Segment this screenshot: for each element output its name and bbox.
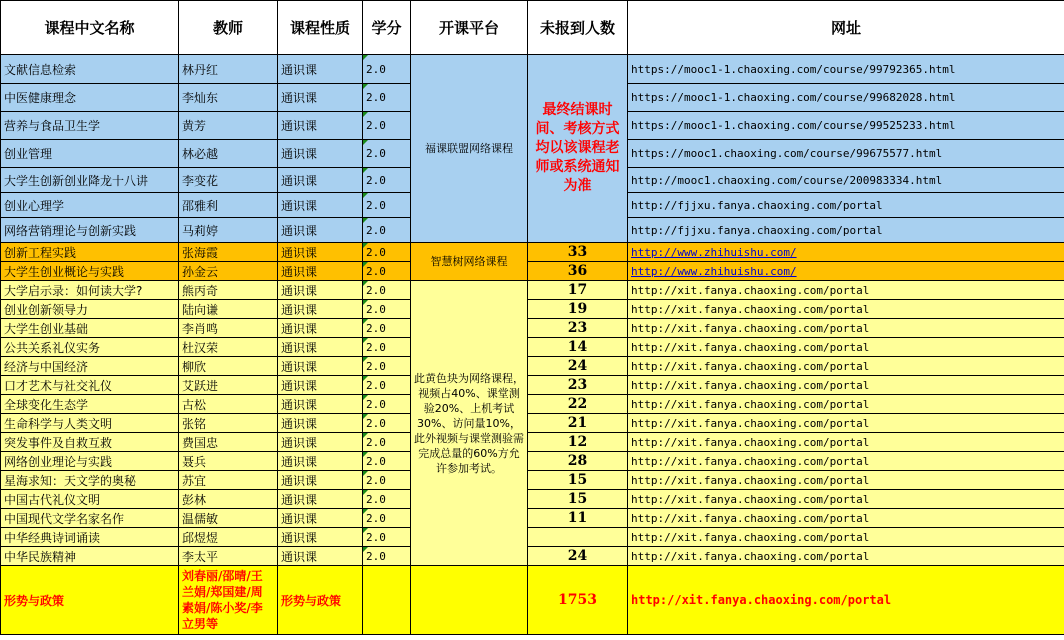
course-name-cell: 全球变化生态学 bbox=[1, 395, 179, 414]
course-name-cell: 创业创新领导力 bbox=[1, 300, 179, 319]
teacher-cell: 张铭 bbox=[179, 414, 278, 433]
header-course-name: 课程中文名称 bbox=[1, 1, 179, 55]
course-name-cell: 中医健康理念 bbox=[1, 84, 179, 112]
course-nature-cell: 通识课 bbox=[278, 395, 363, 414]
course-nature-cell: 通识课 bbox=[278, 140, 363, 168]
platform-cell-blue: 福课联盟网络课程 bbox=[411, 55, 528, 243]
course-name-cell: 文献信息检索 bbox=[1, 55, 179, 84]
course-nature-cell: 通识课 bbox=[278, 168, 363, 193]
notice-cell bbox=[528, 55, 628, 243]
table-row bbox=[1, 490, 1064, 509]
course-name-cell: 星海求知：天文学的奥秘 bbox=[1, 471, 179, 490]
course-nature-cell: 通识课 bbox=[278, 547, 363, 566]
course-nature-cell: 通识课 bbox=[278, 281, 363, 300]
table-row bbox=[1, 433, 1064, 452]
table-row bbox=[1, 262, 1064, 281]
credit-cell: 2.0 bbox=[363, 357, 411, 376]
url-cell[interactable]: http://xit.fanya.chaoxing.com/portal bbox=[628, 528, 1064, 547]
unregistered-count-cell: 24 bbox=[528, 547, 628, 566]
teacher-cell: 马莉婷 bbox=[179, 218, 278, 243]
unregistered-count-cell bbox=[528, 528, 628, 547]
course-name-cell: 网络营销理论与创新实践 bbox=[1, 218, 179, 243]
course-nature-cell: 通识课 bbox=[278, 300, 363, 319]
course-nature-cell: 通识课 bbox=[278, 262, 363, 281]
table-row bbox=[1, 319, 1064, 338]
course-nature-cell: 通识课 bbox=[278, 490, 363, 509]
course-name-cell: 创业管理 bbox=[1, 140, 179, 168]
teacher-cell: 熊丙奇 bbox=[179, 281, 278, 300]
table-row bbox=[1, 243, 1064, 262]
teacher-cell: 柳欣 bbox=[179, 357, 278, 376]
course-nature-cell: 通识课 bbox=[278, 357, 363, 376]
table-row bbox=[1, 376, 1064, 395]
unregistered-count-cell: 28 bbox=[528, 452, 628, 471]
table-row bbox=[1, 547, 1064, 566]
credit-cell: 2.0 bbox=[363, 262, 411, 281]
course-nature-cell: 通识课 bbox=[278, 218, 363, 243]
credit-cell: 2.0 bbox=[363, 319, 411, 338]
unregistered-count-cell: 19 bbox=[528, 300, 628, 319]
course-name-cell: 大学生创业基础 bbox=[1, 319, 179, 338]
url-cell[interactable]: http://xit.fanya.chaoxing.com/portal bbox=[628, 281, 1064, 300]
url-cell[interactable]: http://xit.fanya.chaoxing.com/portal bbox=[628, 547, 1064, 566]
teacher-cell: 李灿东 bbox=[179, 84, 278, 112]
url-cell[interactable]: http://xit.fanya.chaoxing.com/portal bbox=[628, 338, 1064, 357]
table-row bbox=[1, 395, 1064, 414]
course-nature-cell: 通识课 bbox=[278, 414, 363, 433]
course-name-cell: 大学生创新创业降龙十八讲 bbox=[1, 168, 179, 193]
teacher-cell: 陆向谦 bbox=[179, 300, 278, 319]
credit-cell: 2.0 bbox=[363, 112, 411, 140]
url-cell[interactable]: http://fjjxu.fanya.chaoxing.com/portal bbox=[628, 193, 1064, 218]
unregistered-count-cell: 24 bbox=[528, 357, 628, 376]
course-name-cell: 创业心理学 bbox=[1, 193, 179, 218]
url-cell[interactable]: http://xit.fanya.chaoxing.com/portal bbox=[628, 414, 1064, 433]
header-credit: 学分 bbox=[363, 1, 411, 55]
table-row-policy bbox=[1, 566, 1064, 635]
teacher-cell: 林丹红 bbox=[179, 55, 278, 84]
credit-cell: 2.0 bbox=[363, 218, 411, 243]
table-row bbox=[1, 357, 1064, 376]
notice-text: 最终结课时间、考核方式均以该课程老师或系统通知为准 bbox=[535, 102, 620, 194]
unregistered-count-cell: 23 bbox=[528, 319, 628, 338]
course-nature-cell: 通识课 bbox=[278, 338, 363, 357]
teacher-cell: 费国忠 bbox=[179, 433, 278, 452]
course-nature-cell: 通识课 bbox=[278, 376, 363, 395]
header-url: 网址 bbox=[628, 1, 1064, 55]
credit-cell: 2.0 bbox=[363, 84, 411, 112]
url-cell[interactable]: http://xit.fanya.chaoxing.com/portal bbox=[628, 471, 1064, 490]
teacher-cell: 杜汉荣 bbox=[179, 338, 278, 357]
url-cell[interactable]: http://xit.fanya.chaoxing.com/portal bbox=[628, 433, 1064, 452]
course-nature-cell: 形势与政策 bbox=[278, 566, 363, 635]
teacher-cell: 邱煜煜 bbox=[179, 528, 278, 547]
credit-cell: 2.0 bbox=[363, 281, 411, 300]
credit-cell: 2.0 bbox=[363, 193, 411, 218]
header-platform: 开课平台 bbox=[411, 1, 528, 55]
credit-cell: 2.0 bbox=[363, 168, 411, 193]
unregistered-count-cell: 22 bbox=[528, 395, 628, 414]
table-row bbox=[1, 281, 1064, 300]
course-name-cell: 经济与中国经济 bbox=[1, 357, 179, 376]
credit-cell: 2.0 bbox=[363, 509, 411, 528]
teacher-cell: 张海霞 bbox=[179, 243, 278, 262]
url-cell[interactable]: http://xit.fanya.chaoxing.com/portal bbox=[628, 509, 1064, 528]
course-nature-cell: 通识课 bbox=[278, 193, 363, 218]
credit-cell: 2.0 bbox=[363, 547, 411, 566]
course-nature-cell: 通识课 bbox=[278, 471, 363, 490]
url-cell[interactable]: https://mooc1-1.chaoxing.com/course/99525233.html bbox=[628, 112, 1064, 140]
course-name-cell: 大学生创业概论与实践 bbox=[1, 262, 179, 281]
teacher-cell: 艾跃进 bbox=[179, 376, 278, 395]
url-cell[interactable]: https://mooc1.chaoxing.com/course/99675577.html bbox=[628, 140, 1064, 168]
course-nature-cell: 通识课 bbox=[278, 319, 363, 338]
unregistered-count-cell: 14 bbox=[528, 338, 628, 357]
table-row bbox=[1, 452, 1064, 471]
unregistered-count-cell: 23 bbox=[528, 376, 628, 395]
unregistered-count-cell: 17 bbox=[528, 281, 628, 300]
teacher-cell: 孙金云 bbox=[179, 262, 278, 281]
url-cell[interactable]: http://xit.fanya.chaoxing.com/portal bbox=[628, 319, 1064, 338]
url-cell[interactable]: http://xit.fanya.chaoxing.com/portal bbox=[628, 395, 1064, 414]
header-row bbox=[1, 1, 1064, 55]
url-link[interactable]: http://www.zhihuishu.com/ bbox=[631, 264, 797, 278]
teacher-cell: 古松 bbox=[179, 395, 278, 414]
table-row bbox=[1, 300, 1064, 319]
teacher-cell: 苏宜 bbox=[179, 471, 278, 490]
header-course-nature: 课程性质 bbox=[278, 1, 363, 55]
course-name-cell: 突发事件及自救互救 bbox=[1, 433, 179, 452]
teacher-cell: 聂兵 bbox=[179, 452, 278, 471]
table-row bbox=[1, 55, 1064, 84]
credit-cell: 2.0 bbox=[363, 452, 411, 471]
teacher-cell: 李肖鸣 bbox=[179, 319, 278, 338]
course-name-cell: 形势与政策 bbox=[1, 566, 179, 635]
teacher-cell: 彭林 bbox=[179, 490, 278, 509]
course-nature-cell: 通识课 bbox=[278, 84, 363, 112]
url-cell[interactable] bbox=[628, 262, 1064, 281]
url-cell[interactable]: http://xit.fanya.chaoxing.com/portal bbox=[628, 490, 1064, 509]
course-nature-cell: 通识课 bbox=[278, 112, 363, 140]
table-row bbox=[1, 414, 1064, 433]
teacher-cell: 温儒敏 bbox=[179, 509, 278, 528]
url-link[interactable]: http://www.zhihuishu.com/ bbox=[631, 245, 797, 259]
credit-cell: 2.0 bbox=[363, 395, 411, 414]
unregistered-count-cell: 1753 bbox=[528, 566, 628, 635]
unregistered-count-cell: 33 bbox=[528, 243, 628, 262]
course-name-cell: 生命科学与人类文明 bbox=[1, 414, 179, 433]
credit-cell: 2.0 bbox=[363, 140, 411, 168]
table-row bbox=[1, 528, 1064, 547]
course-nature-cell: 通识课 bbox=[278, 243, 363, 262]
course-name-cell: 大学启示录：如何读大学? bbox=[1, 281, 179, 300]
unregistered-count-cell: 12 bbox=[528, 433, 628, 452]
course-nature-cell: 通识课 bbox=[278, 55, 363, 84]
course-nature-cell: 通识课 bbox=[278, 452, 363, 471]
platform-cell-orange: 智慧树网络课程 bbox=[411, 243, 528, 281]
course-name-cell: 口才艺术与社交礼仪 bbox=[1, 376, 179, 395]
header-unregistered-count: 未报到人数 bbox=[528, 1, 628, 55]
unregistered-count-cell: 11 bbox=[528, 509, 628, 528]
platform-cell bbox=[411, 566, 528, 635]
url-cell[interactable]: http://xit.fanya.chaoxing.com/portal bbox=[628, 452, 1064, 471]
credit-cell: 2.0 bbox=[363, 55, 411, 84]
credit-cell: 2.0 bbox=[363, 338, 411, 357]
course-name-cell: 中华民族精神 bbox=[1, 547, 179, 566]
course-nature-cell: 通识课 bbox=[278, 509, 363, 528]
url-cell[interactable]: http://mooc1.chaoxing.com/course/200983334.html bbox=[628, 168, 1064, 193]
course-name-cell: 网络创业理论与实践 bbox=[1, 452, 179, 471]
credit-cell: 2.0 bbox=[363, 433, 411, 452]
course-nature-cell: 通识课 bbox=[278, 528, 363, 547]
table-row bbox=[1, 338, 1064, 357]
teacher-cell: 邵雅利 bbox=[179, 193, 278, 218]
header-teacher: 教师 bbox=[179, 1, 278, 55]
teacher-cell: 刘春丽/邵晴/王兰娟/郑国建/周素娟/陈小奖/李立男等 bbox=[179, 566, 278, 635]
url-cell[interactable]: http://xit.fanya.chaoxing.com/portal bbox=[628, 376, 1064, 395]
credit-cell: 2.0 bbox=[363, 376, 411, 395]
teacher-cell: 黄芳 bbox=[179, 112, 278, 140]
url-cell[interactable] bbox=[628, 243, 1064, 262]
credit-cell: 2.0 bbox=[363, 243, 411, 262]
url-cell[interactable]: https://mooc1-1.chaoxing.com/course/99682028.html bbox=[628, 84, 1064, 112]
unregistered-count-cell: 15 bbox=[528, 471, 628, 490]
url-cell[interactable]: http://xit.fanya.chaoxing.com/portal bbox=[628, 566, 1064, 635]
credit-cell: 2.0 bbox=[363, 490, 411, 509]
course-nature-cell: 通识课 bbox=[278, 433, 363, 452]
url-cell[interactable]: http://xit.fanya.chaoxing.com/portal bbox=[628, 357, 1064, 376]
course-name-cell: 中国古代礼仪文明 bbox=[1, 490, 179, 509]
credit-cell: 2.0 bbox=[363, 300, 411, 319]
course-name-cell: 中华经典诗词诵读 bbox=[1, 528, 179, 547]
unregistered-count-cell: 15 bbox=[528, 490, 628, 509]
credit-cell: 2.0 bbox=[363, 414, 411, 433]
credit-cell: 2.0 bbox=[363, 471, 411, 490]
course-name-cell: 创新工程实践 bbox=[1, 243, 179, 262]
credit-cell bbox=[363, 566, 411, 635]
platform-cell-yellow: 此黄色块为网络课程，视频占40%、课堂测验20%、上机考试30%、访问量10%，此外视频与课堂测验需完成总量的60%方允许参加考试。 bbox=[411, 281, 528, 566]
table-body bbox=[1, 55, 1064, 635]
unregistered-count-cell: 21 bbox=[528, 414, 628, 433]
course-name-cell: 营养与食品卫生学 bbox=[1, 112, 179, 140]
table-row bbox=[1, 471, 1064, 490]
teacher-cell: 林必越 bbox=[179, 140, 278, 168]
course-name-cell: 公共关系礼仪实务 bbox=[1, 338, 179, 357]
unregistered-count-cell: 36 bbox=[528, 262, 628, 281]
teacher-cell: 李太平 bbox=[179, 547, 278, 566]
url-cell[interactable]: https://mooc1-1.chaoxing.com/course/99792365.html bbox=[628, 55, 1064, 84]
credit-cell: 2.0 bbox=[363, 528, 411, 547]
url-cell[interactable]: http://fjjxu.fanya.chaoxing.com/portal bbox=[628, 218, 1064, 243]
table-row bbox=[1, 509, 1064, 528]
url-cell[interactable]: http://xit.fanya.chaoxing.com/portal bbox=[628, 300, 1064, 319]
course-name-cell: 中国现代文学名家名作 bbox=[1, 509, 179, 528]
teacher-cell: 李变花 bbox=[179, 168, 278, 193]
